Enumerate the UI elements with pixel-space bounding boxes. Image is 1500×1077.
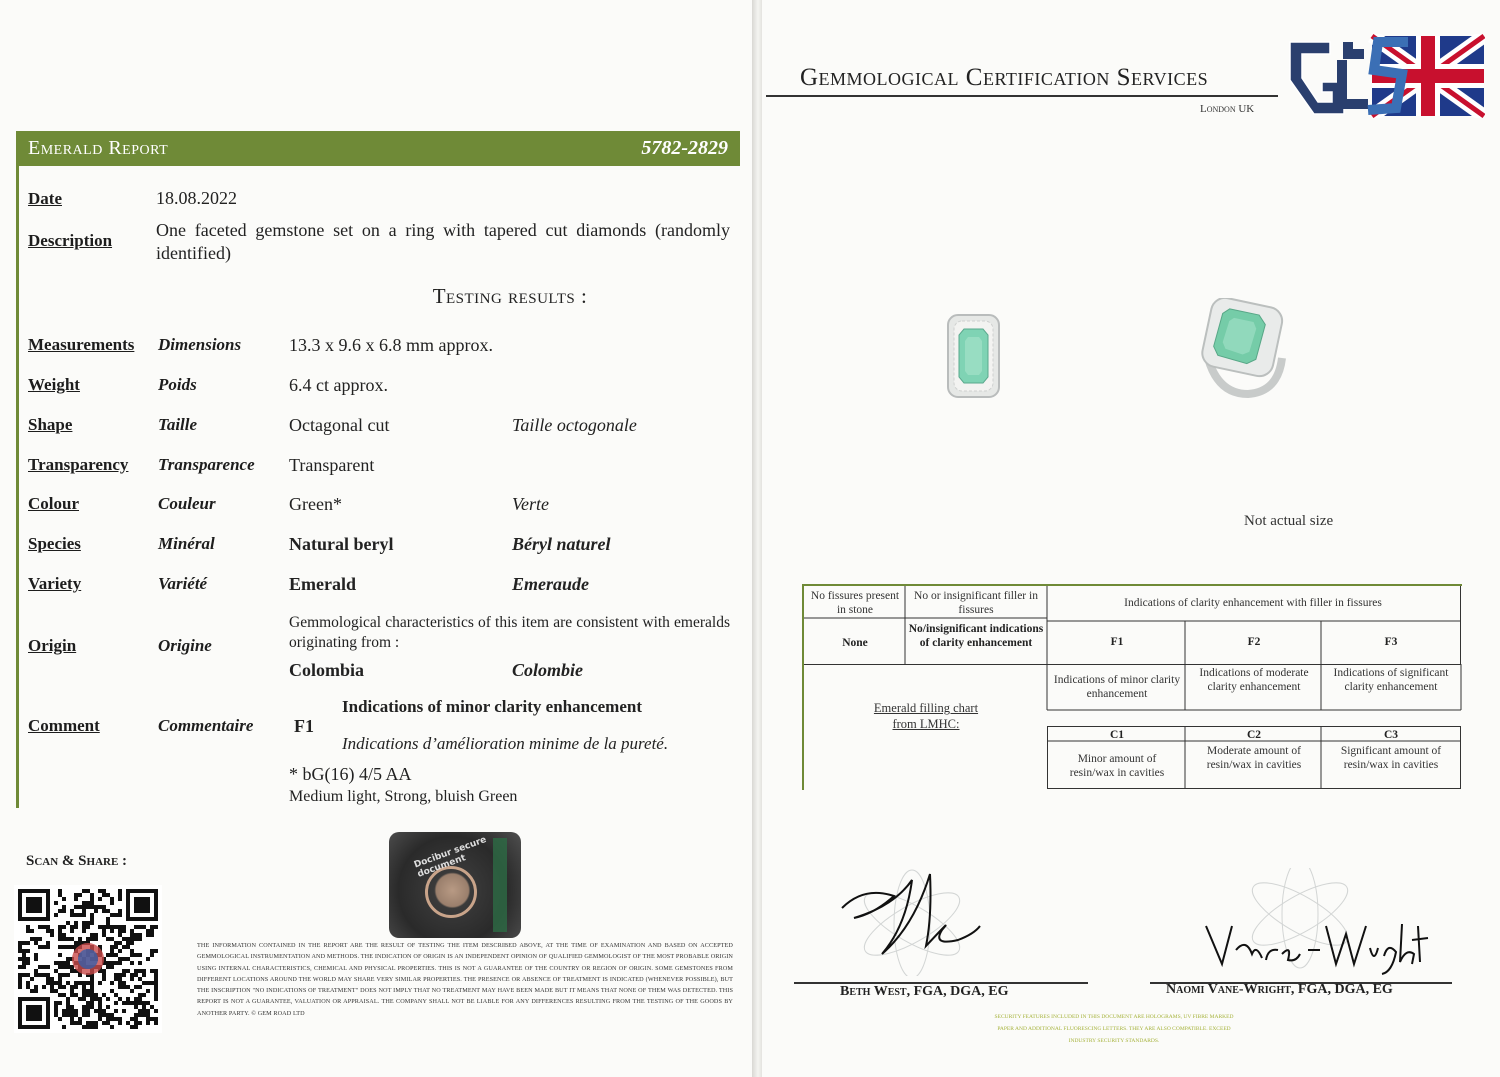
chart-c1-desc: Minor amount of resin/wax in cavities — [1069, 753, 1165, 779]
svg-text:GCS: GCS — [1290, 34, 1292, 35]
transparency-label-fr: Transparence — [158, 455, 255, 474]
species-value: Natural beryl — [289, 534, 394, 554]
variety-label: Variety — [28, 574, 82, 593]
report-number: 5782-2829 — [641, 137, 728, 159]
description-label: Description — [28, 231, 113, 250]
chart-f1-desc: Indications of minor clarity enhancement — [1053, 674, 1181, 700]
shape-value: Octagonal cut — [289, 415, 390, 435]
chart-f2: F2 — [1247, 636, 1261, 648]
ring-photo-front — [946, 313, 1001, 399]
variety-value: Emerald — [289, 574, 356, 594]
chart-f3-desc: Indications of significant clarity enhancement — [1333, 667, 1449, 693]
chart-c2-desc: Moderate amount of resin/wax in cavities — [1206, 745, 1302, 771]
signature-naomi-vane-wright — [1196, 868, 1436, 978]
comment-code: F1 — [294, 716, 314, 736]
transparency-label: Transparency — [28, 455, 129, 474]
qr-code[interactable] — [14, 885, 162, 1033]
weight-label: Weight — [28, 375, 80, 394]
signatory-right-name: Naomi Vane-Wright, FGA, DGA, EG — [1166, 982, 1393, 997]
comment-text-fr: Indications d’amélioration minime de la pureté. — [342, 734, 669, 753]
chart-f3: F3 — [1384, 636, 1398, 648]
testing-results-heading: Testing results : — [432, 284, 588, 308]
colour-code: * bG(16) 4/5 AA — [289, 764, 412, 784]
colour-label-fr: Couleur — [158, 494, 216, 513]
emerald-filling-chart-link[interactable]: Emerald filling chart from LMHC: — [873, 701, 979, 731]
chart-no-filler: No or insignificant filler in fissures — [914, 590, 1038, 616]
colour-label: Colour — [28, 494, 79, 513]
measurements-value: 13.3 x 9.6 x 6.8 mm approx. — [289, 335, 493, 355]
colour-value: Green* — [289, 494, 342, 514]
security-features-text: SECURITY FEATURES INCLUDED IN THIS DOCUMENT ARE HOLOGRAMS, UV FIBRE MARKED PAPER AND ADDITIONAL FLUORESCING LETTERS. THEY ARE ALSO COMPATIBLE. EXCEED INDUSTRY SECURITY STANDARDS. — [994, 1014, 1234, 1044]
page-fold — [752, 0, 762, 1077]
report-header — [16, 131, 740, 166]
species-value-fr: Béryl naturel — [512, 534, 611, 554]
chart-c1: C1 — [1109, 729, 1125, 741]
origin-value-fr: Colombie — [512, 660, 583, 680]
species-label: Species — [28, 534, 81, 553]
measurements-label-fr: Dimensions — [158, 335, 242, 354]
chart-no-insignificant: No/insignificant indications of clarity enhancement — [908, 623, 1044, 649]
chart-f2-desc: Indications of moderate clarity enhancement — [1199, 667, 1309, 693]
company-location: London UK — [1200, 103, 1255, 115]
company-rule — [766, 95, 1278, 97]
chart-c3-desc: Significant amount of resin/wax in cavities — [1340, 745, 1442, 771]
report-title: Emerald Report — [28, 137, 169, 159]
weight-label-fr: Poids — [158, 375, 197, 394]
date-value: 18.08.2022 — [156, 188, 237, 208]
weight-value: 6.4 ct approx. — [289, 375, 388, 395]
colour-value-fr: Verte — [512, 494, 549, 514]
shape-value-fr: Taille octogonale — [512, 415, 637, 435]
comment-label: Comment — [28, 716, 100, 735]
colour-description: Medium light, Strong, bluish Green — [289, 788, 518, 805]
origin-label: Origin — [28, 636, 77, 655]
variety-value-fr: Emeraude — [512, 574, 590, 594]
transparency-value: Transparent — [289, 455, 375, 475]
shape-label: Shape — [28, 415, 73, 434]
chart-c2: C2 — [1246, 729, 1262, 741]
gcs-logo — [1284, 34, 1485, 118]
hologram-text: Docibur secure document — [412, 834, 488, 880]
company-name: Gemmological Certification Services — [800, 64, 1209, 91]
chart-indications-header: Indications of clarity enhancement with filler in fissures — [1124, 597, 1382, 609]
species-label-fr: Minéral — [158, 534, 215, 553]
disclaimer-text: THE INFORMATION CONTAINED IN THE REPORT ARE THE RESULT OF TESTING THE ITEM DESCRIBED ABOVE, AT THE TIME OF EXAMINATION AND BASED ON ACCEPTED GEMMOLOGICAL INSTRUMENTATION AND METHODS. THE INDICATION OF ORIGIN IS AN INDEPENDENT OPINION OF QUALIFIED GEMMOLOGIST OF THE MOST PROBABLE ORIGIN USING INTERNAL CHARACTERISTICS, CHEMICAL AND PHYSICAL PROPERTIES. THIS IS NOT A GUARANTEE OF THE COUNTRY OR REGION OF ORIGIN. SOME GEMSTONES FROM DIFFERENT LOCATIONS AROUND THE WORLD MAY SHARE VERY SIMILAR PROPERTIES. THE PRESENCE OR ABSENCE OF TREATMENT IS INDICATED (WHENEVER POSSIBLE), BUT THE INSCRIPTION "NO INDICATIONS OF TREATMENT" DOES NOT IMPLY THAT NO TREATMENT MAY HAVE BEEN MADE BUT IT MEANS THAT NONE OF THEM WAS DETECTED. THIS REPORT IS NOT A GUARANTEE, VALUATION OR APPRAISAL. THE COMPANY SHALL NOT BE LIABLE FOR ANY DIFFERENCES RESULTING FROM THE TESTING OF THE GOODS BY ANOTHER PARTY. © GEM ROAD LTD — [197, 942, 733, 1017]
hologram-seal — [389, 832, 521, 938]
origin-value: Colombia — [289, 660, 365, 680]
signature-beth-west — [834, 866, 984, 976]
date-label: Date — [28, 189, 62, 208]
not-actual-size-note: Not actual size — [1244, 513, 1334, 529]
scan-share-label: Scan & Share : — [26, 853, 128, 869]
measurements-label: Measurements — [28, 335, 135, 354]
comment-label-fr: Commentaire — [158, 716, 254, 735]
chart-c3: C3 — [1383, 729, 1399, 741]
shape-label-fr: Taille — [158, 415, 198, 434]
chart-no-fissures: No fissures present in stone — [810, 590, 900, 616]
origin-label-fr: Origine — [158, 636, 212, 655]
variety-label-fr: Variété — [158, 574, 208, 593]
ring-photo-angle — [1198, 298, 1288, 398]
comment-text: Indications of minor clarity enhancement — [342, 697, 643, 716]
description-value: One faceted gemstone set on a ring with tapered cut diamonds (randomly identified) — [156, 220, 730, 263]
left-green-rule — [16, 166, 19, 808]
signatory-left-name: Beth West, FGA, DGA, EG — [840, 984, 1009, 999]
origin-description: Gemmological characteristics of this item are consistent with emeralds originating from : — [289, 614, 730, 651]
chart-none: None — [842, 637, 868, 649]
chart-f1: F1 — [1110, 636, 1124, 648]
